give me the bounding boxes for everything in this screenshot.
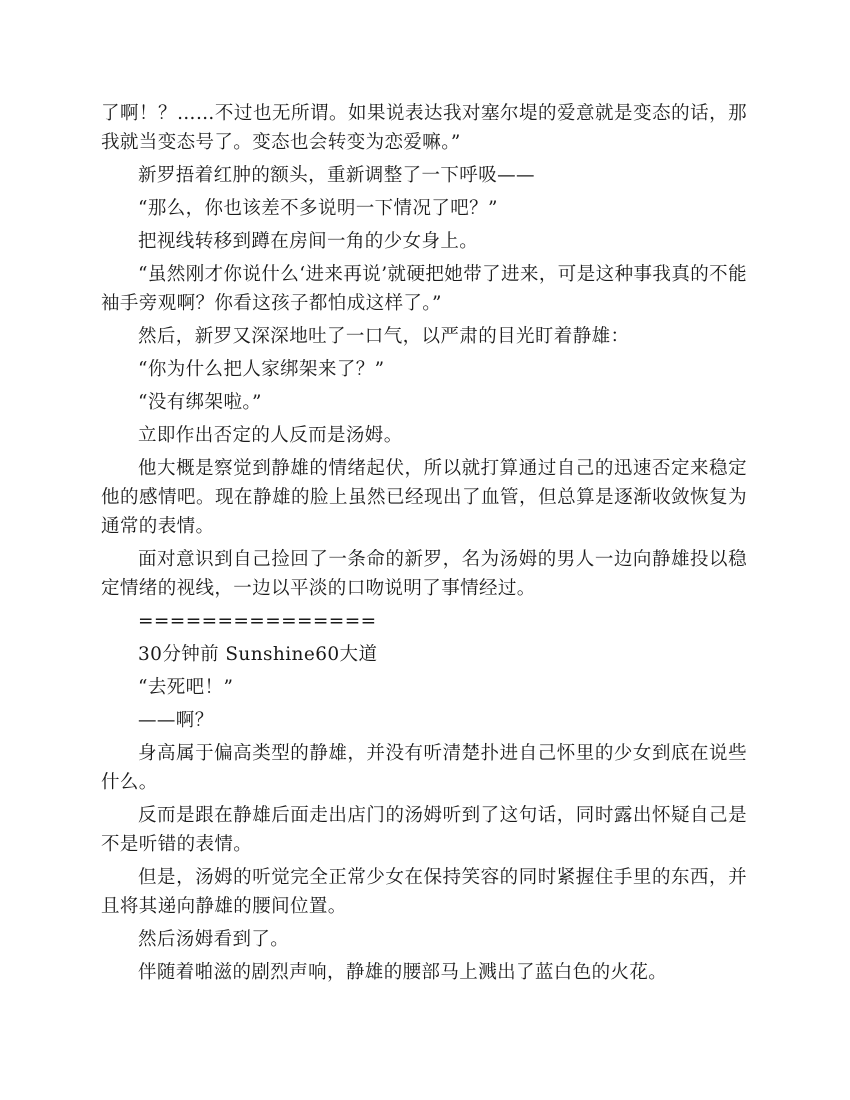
paragraph: “没有绑架啦。” bbox=[138, 392, 262, 413]
paragraph: 然后汤姆看到了。 bbox=[138, 929, 290, 950]
section-divider: =============== bbox=[138, 611, 377, 632]
paragraph: “那么，你也该差不多说明一下情况了吧？” bbox=[138, 198, 498, 219]
paragraph: “你为什么把人家绑架来了？” bbox=[138, 359, 385, 380]
paragraph: 了啊！？……不过也无所谓。如果说表达我对塞尔堤的爱意就是变态的话，那我就当变态号了。变态也会转变为恋爱嘛。” bbox=[101, 103, 747, 153]
paragraph: 面对意识到自己捡回了一条命的新罗，名为汤姆的男人一边向静雄投以稳定情绪的视线，一边以平淡的口吻说明了事情经过。 bbox=[101, 549, 747, 599]
body-text bbox=[101, 99, 747, 991]
paragraph: 然后，新罗又深深地吐了一口气，以严肃的目光盯着静雄： bbox=[138, 326, 630, 347]
paragraph: “去死吧！” bbox=[138, 677, 234, 698]
paragraph: 立即作出否定的人反而是汤姆。 bbox=[138, 425, 403, 446]
scene-heading: 30分钟前 Sunshine60大道 bbox=[138, 644, 378, 665]
paragraph: 新罗捂着红肿的额头，重新调整了一下呼吸—— bbox=[138, 165, 535, 186]
paragraph: “虽然刚才你说什么‘进来再说’就硬把她带了进来，可是这种事我真的不能袖手旁观啊？你看这孩子都怕成这样了。” bbox=[101, 264, 747, 314]
paragraph: ——啊？ bbox=[138, 710, 214, 731]
paragraph: 身高属于偏高类型的静雄，并没有听清楚扑进自己怀里的少女到底在说些什么。 bbox=[101, 743, 747, 793]
paragraph: 伴随着啪滋的剧烈声响，静雄的腰部马上溅出了蓝白色的火花。 bbox=[138, 962, 668, 983]
paragraph: 反而是跟在静雄后面走出店门的汤姆听到了这句话，同时露出怀疑自己是不是听错的表情。 bbox=[101, 805, 747, 855]
paragraph: 但是，汤姆的听觉完全正常少女在保持笑容的同时紧握住手里的东西，并且将其递向静雄的腰间位置。 bbox=[101, 867, 747, 917]
paragraph: 把视线转移到蹲在房间一角的少女身上。 bbox=[138, 231, 479, 252]
paragraph: 他大概是察觉到静雄的情绪起伏，所以就打算通过自己的迅速否定来稳定他的感情吧。现在静雄的脸上虽然已经现出了血管，但总算是逐渐收敛恢复为通常的表情。 bbox=[101, 458, 747, 537]
